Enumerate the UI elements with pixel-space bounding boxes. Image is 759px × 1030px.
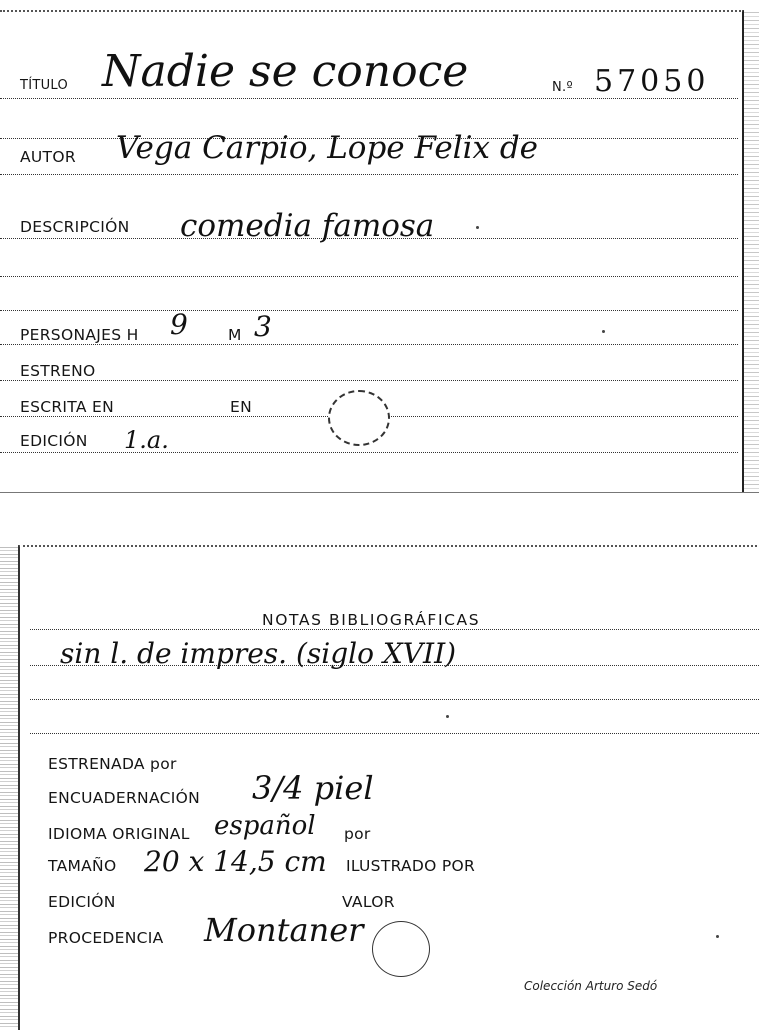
encuadernacion-label: ENCUADERNACIÓN: [48, 789, 200, 807]
titulo-value: Nadie se conoce: [102, 46, 469, 97]
autor-label: AUTOR: [20, 148, 76, 166]
ink-speck: [446, 715, 449, 718]
descripcion-label: DESCRIPCIÓN: [20, 218, 130, 236]
edicion-value: 1.a.: [124, 426, 169, 454]
catalog-card-front: [0, 10, 744, 492]
procedencia-label: PROCEDENCIA: [48, 929, 164, 947]
personajes-m-value: 3: [254, 310, 272, 343]
personajes-label: PERSONAJES H: [20, 326, 139, 344]
ink-speck: [476, 226, 479, 229]
valor-label: VALOR: [342, 893, 395, 911]
edicion-back-label: EDICIÓN: [48, 893, 116, 911]
idioma-por-label: por: [344, 825, 371, 843]
personajes-h-value: 9: [170, 308, 188, 341]
form-rule: [30, 699, 759, 700]
catalog-card-back: [18, 545, 759, 1030]
ink-speck: [602, 330, 605, 333]
punched-hole: [328, 390, 390, 446]
escrita-en-label: ESCRITA EN: [20, 398, 114, 416]
procedencia-value: Montaner: [204, 911, 364, 949]
descripcion-value: comedia famosa: [180, 208, 435, 244]
torn-edge: [0, 547, 18, 1030]
punched-hole: [372, 921, 430, 977]
form-rule: [0, 276, 738, 277]
card-separator: [0, 492, 759, 493]
notas-value: sin l. de impres. (siglo XVII): [60, 637, 457, 670]
estrenada-label: ESTRENADA por: [48, 755, 177, 773]
torn-edge: [744, 12, 759, 492]
tamano-value: 20 x 14,5 cm: [144, 845, 327, 878]
edicion-label: EDICIÓN: [20, 432, 88, 450]
numero-value: 57050: [594, 64, 710, 99]
idioma-value: español: [214, 811, 316, 841]
notas-heading: NOTAS BIBLIOGRÁFICAS: [262, 611, 481, 629]
idioma-label: IDIOMA ORIGINAL: [48, 825, 190, 843]
tamano-label: TAMAÑO: [48, 857, 117, 875]
encuadernacion-value: 3/4 piel: [252, 769, 374, 807]
form-rule: [0, 310, 738, 311]
form-rule: [0, 344, 738, 345]
en-label: EN: [230, 398, 252, 416]
autor-value: Vega Carpio, Lope Felix de: [116, 130, 539, 166]
estreno-label: ESTRENO: [20, 362, 96, 380]
numero-label: N.º: [552, 80, 573, 95]
form-rule: [0, 380, 738, 381]
personajes-m-label: M: [228, 326, 242, 344]
ilustrado-label: ILUSTRADO POR: [346, 857, 476, 875]
titulo-label: TÍTULO: [20, 78, 69, 93]
collection-credit: Colección Arturo Sedó: [524, 979, 658, 993]
form-rule: [0, 174, 738, 175]
form-rule: [30, 733, 759, 734]
form-rule: [0, 452, 738, 453]
form-rule: [30, 629, 759, 630]
ink-speck: [716, 935, 719, 938]
